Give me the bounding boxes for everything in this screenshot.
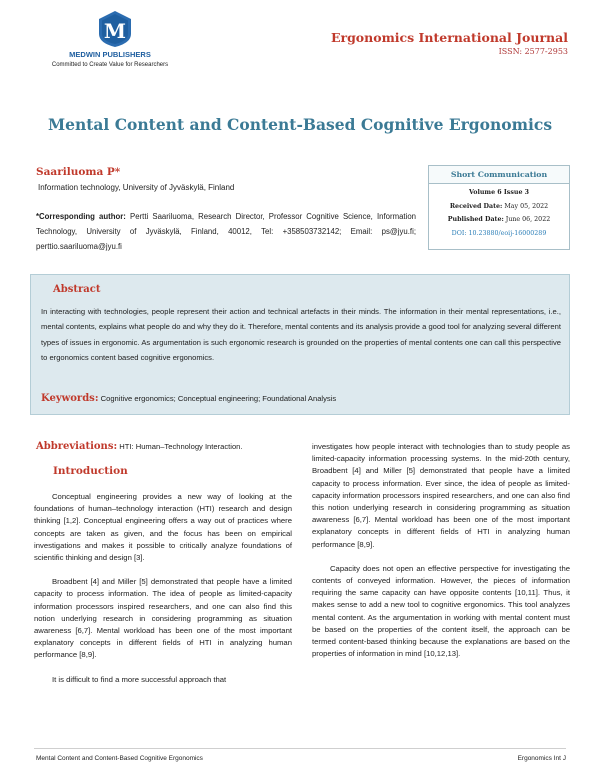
publisher-shield-icon	[95, 10, 135, 48]
abbreviations	[36, 441, 243, 452]
corresponding-author	[36, 209, 416, 254]
journal-issn: ISSN: 2577-2953	[498, 47, 568, 56]
keywords-label: Keywords:	[41, 393, 99, 404]
abstract-box	[30, 274, 570, 415]
doi-link[interactable]: DOI: 10.23880/eoij-16000289	[451, 229, 547, 237]
footer-title: Mental Content and Content-Based Cognitive Ergonomics	[36, 755, 203, 762]
article-author: Saariluoma P*	[36, 166, 121, 178]
published-date: Published Date: June 06, 2022	[447, 216, 551, 223]
abbreviations-label: Abbreviations:	[36, 441, 118, 452]
abstract-heading: Abstract	[53, 284, 101, 295]
article-info-box	[428, 165, 570, 250]
footer-journal: Ergonomics Int J	[517, 755, 566, 762]
introduction-heading: Introduction	[53, 465, 128, 477]
intro-paragraph-3: It is difficult to find a more successful approach that	[52, 674, 227, 684]
article-type: Short Communication	[429, 166, 569, 184]
keywords-text: Cognitive ergonomics; Conceptual engineering; Foundational Analysis	[98, 394, 337, 403]
left-column	[34, 491, 292, 698]
article-title: Mental Content and Content-Based Cognitive Ergonomics	[47, 115, 553, 134]
publisher-name: MEDWIN PUBLISHERS	[69, 50, 151, 59]
footer-divider	[34, 748, 566, 749]
journal-header	[331, 30, 568, 56]
intro-paragraph-3-cont: investigates how people interact with technologies than to study people as limited-capacity information processing systems. In the mid-20th century, Broadbent [4] and Miller [5] demonstrated that people have a limited capacity to process information. Ever since, the idea of people as limited-capacity information processors inspired researchers, and one can also find this notion underlying research in considering programming as situation awareness [6,7]. Mental workload has been one of the most important explanatory concepts in different fields of HTI in analyzing human performance [8,9].	[312, 442, 570, 549]
corr-label: *Corresponding author:	[36, 212, 126, 221]
intro-paragraph-4: Capacity does not open an effective perspective for investigating the contents of conveyed information. However, the pieces of information requiring the same capacity can have opposite contents [10,11]. Thus, it makes sense to add a new tool to cognitive ergonomics. This tool analyzes mental content. As the argumentation in working with mental content must be based on the properties of the content itself, the approach can be termed content-based thinking because the explanations are based on the properties of information in mind [10,12,13].	[312, 563, 570, 659]
intro-paragraph-1: Conceptual engineering provides a new way of looking at the foundations of human–technology interaction (HTI) research and design thinking [1,2]. Conceptual engineering offers a way out of practices where concepts are taken as given, and the focus has been on empirical investigations and makes it possible to critically analyze foundations of scientific thinking and design [3].	[34, 492, 292, 563]
intro-paragraph-2: Broadbent [4] and Miller [5] demonstrated that people have a limited capacity to process information. The idea of people as limited-capacity information processors inspired researchers, and one can also find this notion underlying research in considering programming as situation awareness [6,7]. Mental workload has been one of the most important explanatory concepts in different fields of HTI in analyzing human performance [8,9].	[34, 577, 292, 660]
publisher-logo	[40, 10, 190, 68]
volume-issue: Volume 6 Issue 3	[468, 189, 530, 196]
right-column	[312, 441, 570, 672]
journal-name[interactable]: Ergonomics International Journal	[330, 30, 568, 45]
received-date: Received Date: May 05, 2022	[449, 202, 549, 210]
author-affiliation: Information technology, University of Jyväskylä, Finland	[38, 183, 235, 192]
logo-letter: M	[103, 19, 127, 43]
abbreviations-text: HTI: Human–Technology Interaction.	[117, 442, 243, 451]
abstract-text: In interacting with technologies, people represent their action and technical artefacts in their minds. The information in their mental representations, i.e., mental contents, explains what people do and why they do it. Therefore, mental contents and its analysis provide a good tool for analyzing several different types of issues in ergonomic. As argumentation is such ergonomic research is grounded on the properties of mental contents one can call this perspective to ergonomics content based cognitive ergonomics.	[41, 307, 561, 362]
publisher-tagline: Committed to Create Value for Researchers	[51, 62, 169, 68]
keywords	[41, 393, 336, 404]
corr-text: Pertti Saariluoma, Research Director, Professor Cognitive Science, Information Technology, University of Jyväskylä, Finland, 40012, Tel: +358503732142; Email: ps@jyu.fi; perttio.saariluoma@jyu.fi	[36, 212, 416, 251]
